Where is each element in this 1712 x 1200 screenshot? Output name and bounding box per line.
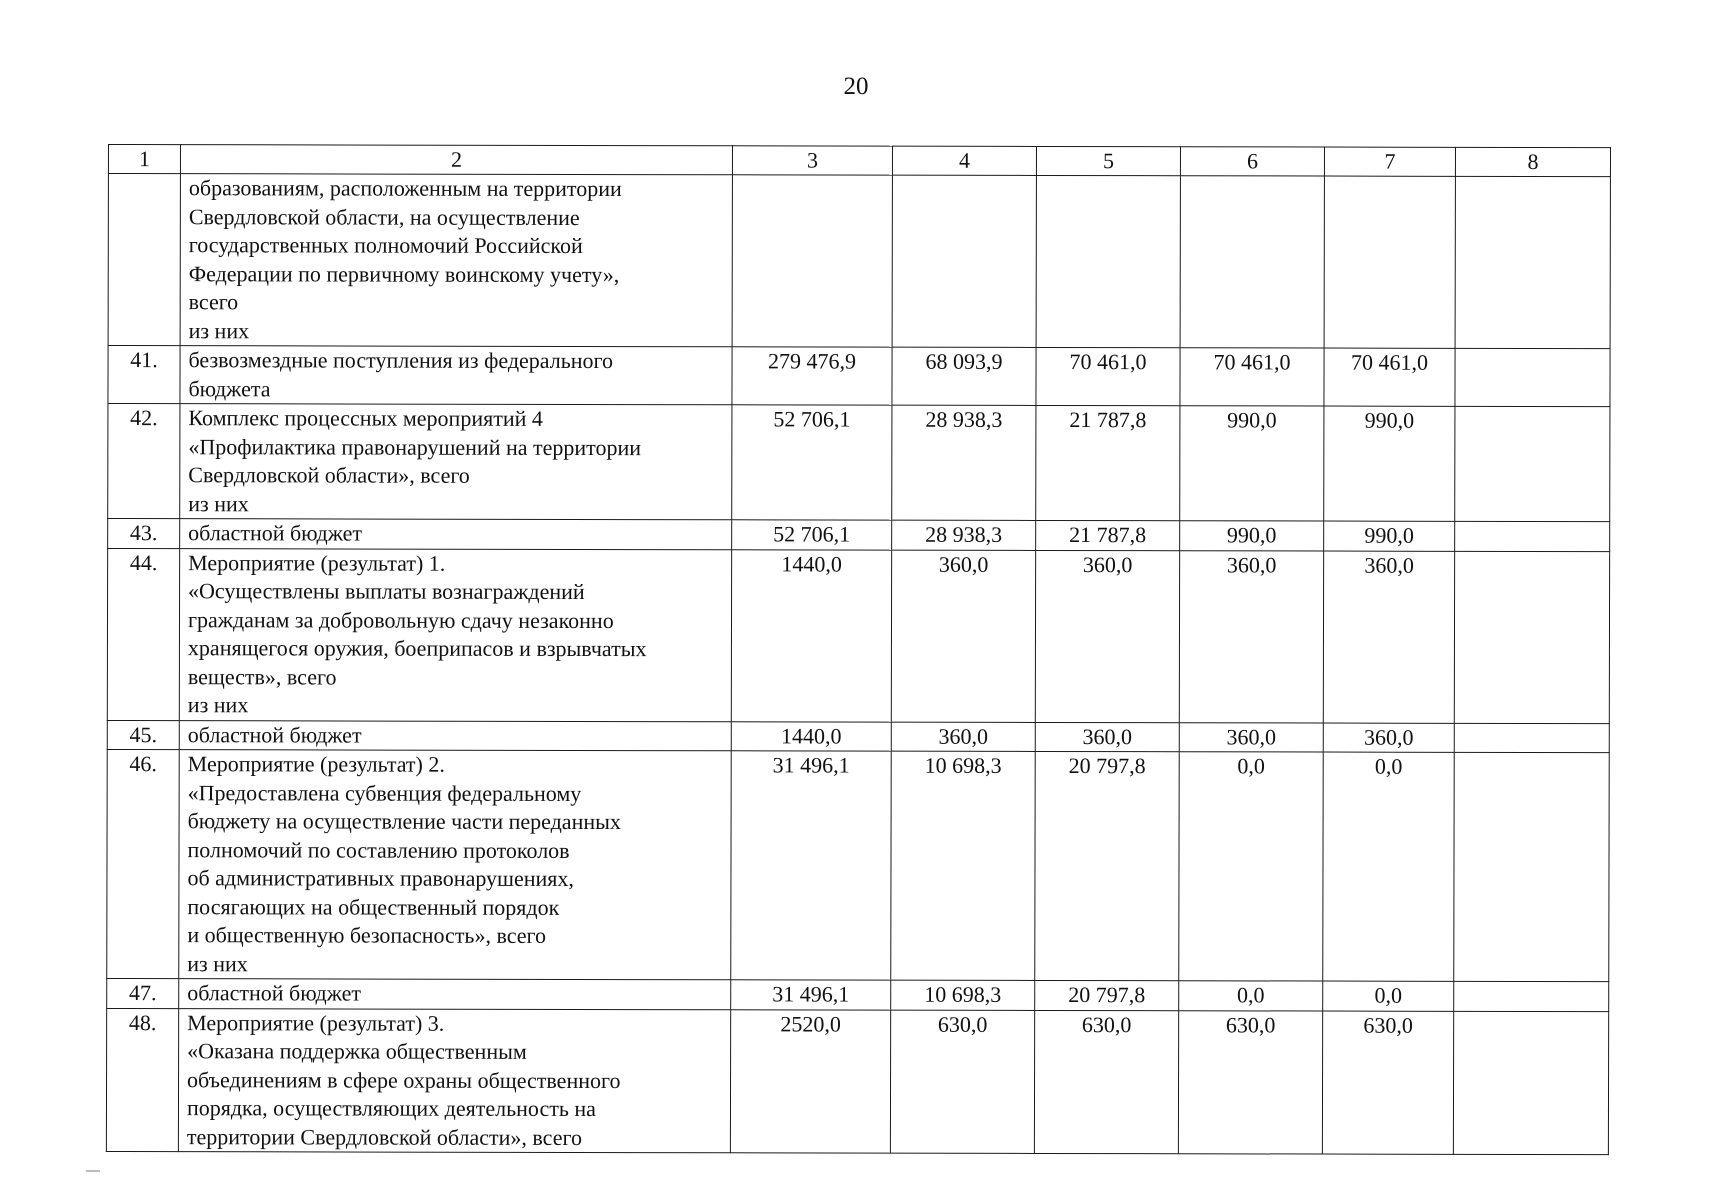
header-row <box>108 145 1610 177</box>
value-cell: 360,0 <box>1035 722 1179 752</box>
value-cell: 21 787,8 <box>1036 405 1180 520</box>
row-number: 43. <box>108 519 180 549</box>
header-cell: 4 <box>892 146 1036 175</box>
value-cell <box>892 175 1036 347</box>
row-description: Мероприятие (результат) 2. «Предоставлена субвенция федеральному бюджету на осуществление части переданных полномочий по составлению протоколов об административных правонарушениях, посягающих на общественный порядок и общественную безопасность», всего из них <box>179 750 731 980</box>
value-cell: 0,0 <box>1323 752 1454 981</box>
value-cell <box>1455 521 1610 551</box>
value-cell: 31 496,1 <box>731 751 891 980</box>
row-description: Мероприятие (результат) 1. «Осуществлены выплаты вознаграждений гражданам за добровольную сдачу незаконно хранящегося оружия, боеприпасов и взрывчатых веществ», всего из них <box>179 548 731 721</box>
scan-artifact-mark <box>86 1170 100 1172</box>
value-cell: 360,0 <box>1323 723 1454 753</box>
value-cell: 70 461,0 <box>1180 348 1324 406</box>
value-cell <box>1454 723 1609 753</box>
header-cell: 8 <box>1455 147 1610 176</box>
value-cell: 21 787,8 <box>1036 520 1180 550</box>
value-cell <box>1454 981 1609 1011</box>
value-cell: 990,0 <box>1324 521 1455 551</box>
value-cell: 28 938,3 <box>892 405 1036 520</box>
budget-table <box>106 144 1611 1155</box>
value-cell: 990,0 <box>1180 521 1324 551</box>
value-cell <box>1455 348 1610 406</box>
value-cell: 1440,0 <box>731 549 891 721</box>
row-number: 46. <box>107 749 179 978</box>
value-cell: 630,0 <box>1034 1010 1178 1154</box>
value-cell: 52 706,1 <box>732 405 892 520</box>
value-cell: 360,0 <box>891 550 1035 722</box>
value-cell: 31 496,1 <box>731 980 891 1010</box>
value-cell: 0,0 <box>1179 981 1323 1011</box>
value-cell: 2520,0 <box>730 1009 890 1153</box>
value-cell <box>732 175 892 347</box>
header-cell: 7 <box>1324 147 1455 176</box>
header-cell: 3 <box>732 146 892 175</box>
value-cell: 10 698,3 <box>891 980 1035 1010</box>
value-cell: 630,0 <box>1178 1010 1322 1154</box>
row-number: 45. <box>107 720 179 750</box>
value-cell: 1440,0 <box>731 721 891 751</box>
row-number: 42. <box>108 404 180 519</box>
value-cell: 68 093,9 <box>892 347 1036 405</box>
row-number: 48. <box>106 1008 178 1152</box>
row-description: безвозмездные поступления из федерального бюджета <box>180 346 732 405</box>
header-cell: 2 <box>180 145 732 175</box>
value-cell: 990,0 <box>1324 406 1455 521</box>
value-cell: 360,0 <box>1179 550 1323 722</box>
value-cell: 360,0 <box>891 722 1035 752</box>
value-cell: 20 797,8 <box>1035 980 1179 1010</box>
value-cell: 70 461,0 <box>1324 348 1455 406</box>
value-cell: 630,0 <box>1322 1011 1453 1155</box>
table-row <box>106 1008 1608 1155</box>
value-cell <box>1455 406 1610 521</box>
table-row <box>107 720 1609 753</box>
table-body <box>106 174 1610 1155</box>
table-row <box>108 346 1610 407</box>
row-description: Мероприятие (результат) 3. «Оказана поддержка общественным объединениям в сфере охраны общественного порядка, осуществляющих деятельность на территории Свердловской области», всего <box>178 1008 730 1153</box>
row-description: Комплекс процессных мероприятий 4 «Профилактика правонарушений на территории Свердловской области», всего из них <box>180 404 732 520</box>
value-cell: 20 797,8 <box>1035 751 1179 980</box>
value-cell: 360,0 <box>1323 551 1454 723</box>
table-row <box>107 548 1609 723</box>
value-cell: 990,0 <box>1180 406 1324 521</box>
value-cell: 279 476,9 <box>732 347 892 405</box>
value-cell <box>1180 176 1324 348</box>
table-row <box>108 519 1610 552</box>
value-cell: 0,0 <box>1323 981 1454 1011</box>
row-description: областной бюджет <box>180 519 732 550</box>
value-cell <box>1455 176 1610 348</box>
value-cell: 630,0 <box>890 1010 1034 1154</box>
table-row <box>108 404 1610 522</box>
value-cell: 0,0 <box>1179 752 1323 981</box>
table-row <box>107 749 1609 981</box>
page-number: 20 <box>843 73 869 100</box>
value-cell <box>1324 176 1455 348</box>
header-cell: 5 <box>1036 146 1180 175</box>
table-row <box>107 978 1609 1011</box>
value-cell: 360,0 <box>1179 722 1323 752</box>
row-description: областной бюджет <box>179 720 731 751</box>
value-cell: 28 938,3 <box>892 520 1036 550</box>
row-number <box>108 174 180 346</box>
value-cell: 52 706,1 <box>732 520 892 550</box>
row-number: 44. <box>107 548 179 720</box>
value-cell <box>1036 175 1180 347</box>
value-cell <box>1454 752 1609 981</box>
row-description: образованиям, расположенным на территории Свердловской области, на осуществление государственных полномочий Российской Федерации по первичному воинскому учету», всего из них <box>180 174 732 347</box>
table-row <box>108 174 1610 349</box>
row-description: областной бюджет <box>179 979 731 1010</box>
value-cell: 70 461,0 <box>1036 347 1180 405</box>
value-cell <box>1453 1011 1608 1155</box>
value-cell: 360,0 <box>1035 550 1179 722</box>
row-number: 41. <box>108 346 180 404</box>
row-number: 47. <box>107 978 179 1008</box>
value-cell: 10 698,3 <box>891 751 1035 980</box>
header-cell: 1 <box>108 145 180 174</box>
header-cell: 6 <box>1180 147 1324 176</box>
table-header <box>108 145 1610 177</box>
value-cell <box>1454 551 1609 723</box>
